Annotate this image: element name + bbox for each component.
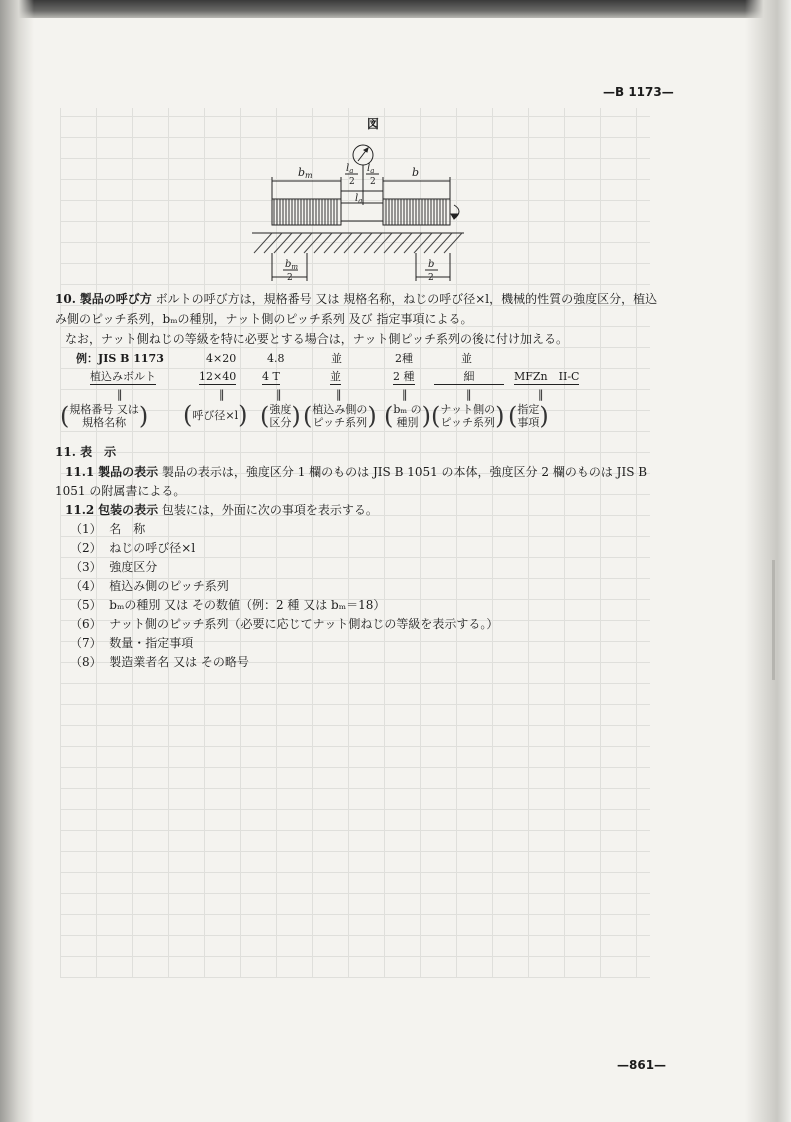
label-b: b: [412, 166, 420, 179]
ground-hatching: [254, 233, 462, 253]
binding-shadow: [0, 0, 34, 1122]
example-row2-cell: 4 T: [262, 370, 280, 383]
example-note: ( 規格番号 又は 規格名称 ): [60, 402, 149, 430]
list-item: （6） ナット側のピッチ系列（必要に応じてナット側ねじの等級を表示する。）: [70, 617, 499, 631]
double-bar: ‖: [219, 388, 225, 401]
example-note: ( bₘ の 種別 ): [384, 402, 432, 430]
example-note: ( 呼び径×l ): [183, 401, 248, 429]
example-row1-cell: 4×20: [206, 352, 237, 365]
example-row1-cell: 4.8: [267, 352, 285, 365]
example-note: ( 指定 事項 ): [508, 402, 549, 430]
svg-text:2: 2: [428, 273, 434, 283]
list-item: （3） 強度区分: [70, 560, 158, 574]
section-10-line1: [55, 292, 657, 307]
page-number: —861—: [617, 1058, 667, 1072]
svg-text:bm: $b_m$: [285, 259, 299, 271]
double-bar: ‖: [336, 388, 342, 401]
scan-top-shadow: [0, 0, 791, 18]
example-label: 例：JIS B 1173: [76, 352, 164, 365]
example-row1-cell: 2種: [395, 352, 413, 365]
example-row2-cell: 植込みボルト: [90, 370, 156, 383]
example-row2-cell: 12×40: [199, 370, 237, 383]
section-11-1-line2: 1051 の附属書による。: [55, 484, 186, 498]
example-row1-cell: 並: [461, 352, 472, 365]
svg-text:2: 2: [349, 177, 355, 187]
example-note: ( 強度 区分 ): [260, 402, 301, 430]
double-bar: ‖: [276, 388, 282, 401]
example-row2-cell: 2 種: [393, 370, 415, 383]
list-item: （8） 製造業者名 又は その略号: [70, 655, 249, 669]
section-11-1-line1: 11.1 製品の表示 製品の表示は，強度区分 1 欄のものは JIS B 1051 の本体，強度区分 2 欄のものは JIS B: [65, 465, 648, 479]
section-11-heading: 11. 表 示: [55, 445, 117, 459]
section-10-line3: なお，ナット側ねじの等級を特に必要とする場合は，ナット側ピッチ系列の後に付け加える。: [65, 332, 569, 346]
double-bar: ‖: [538, 388, 544, 401]
label-bm: bm: [298, 166, 313, 180]
svg-text:2: 2: [287, 273, 293, 283]
section-text: ボルトの呼び方は，規格番号 又は 規格名称，ねじの呼び径×l，機械的性質の強度区分，植込: [155, 292, 658, 306]
svg-text:la: $l_a$: [367, 163, 375, 175]
example-row2-cell: 細: [434, 370, 504, 385]
stud-bolt-figure: [250, 113, 476, 285]
section-number: 10.: [55, 292, 76, 306]
example-note: ( 植込み側の ピッチ系列 ): [303, 402, 377, 430]
list-item: （7） 数量・指定事項: [70, 636, 194, 650]
section-11-2-line: 11.2 包装の表示 包装には，外面に次の事項を表示する。: [65, 503, 378, 517]
example-row1-cell: 並: [331, 352, 342, 365]
section-heading: 製品の呼び方: [79, 292, 152, 306]
list-item: （4） 植込み側のピッチ系列: [70, 579, 229, 593]
double-bar: ‖: [466, 388, 472, 401]
list-item: （1） 名 称: [70, 522, 146, 536]
svg-text:la: $l_a$: [355, 193, 363, 205]
svg-text:2: 2: [370, 177, 376, 187]
double-bar: ‖: [402, 388, 408, 401]
running-header: —B 1173—: [603, 85, 674, 99]
figure-caption: 図: [367, 117, 380, 131]
double-bar: ‖: [117, 388, 123, 401]
list-item: （2） ねじの呼び径×l: [70, 541, 196, 555]
svg-text:b: b: [428, 259, 435, 270]
list-item: （5） bₘの種別 又は その数値（例：2 種 又は bₘ＝18）: [70, 598, 386, 612]
example-note: ( ナット側の ピッチ系列 ): [431, 402, 505, 430]
section-10-line2: み側のピッチ系列，bₘの種別，ナット側のピッチ系列 及び 指定事項による。: [55, 312, 473, 326]
example-row2-cell: 並: [330, 370, 341, 383]
example-row2-cell: MFZn II-C: [514, 370, 580, 383]
page-edge: [745, 0, 791, 1122]
svg-text:la: $l_a$: [346, 163, 354, 175]
